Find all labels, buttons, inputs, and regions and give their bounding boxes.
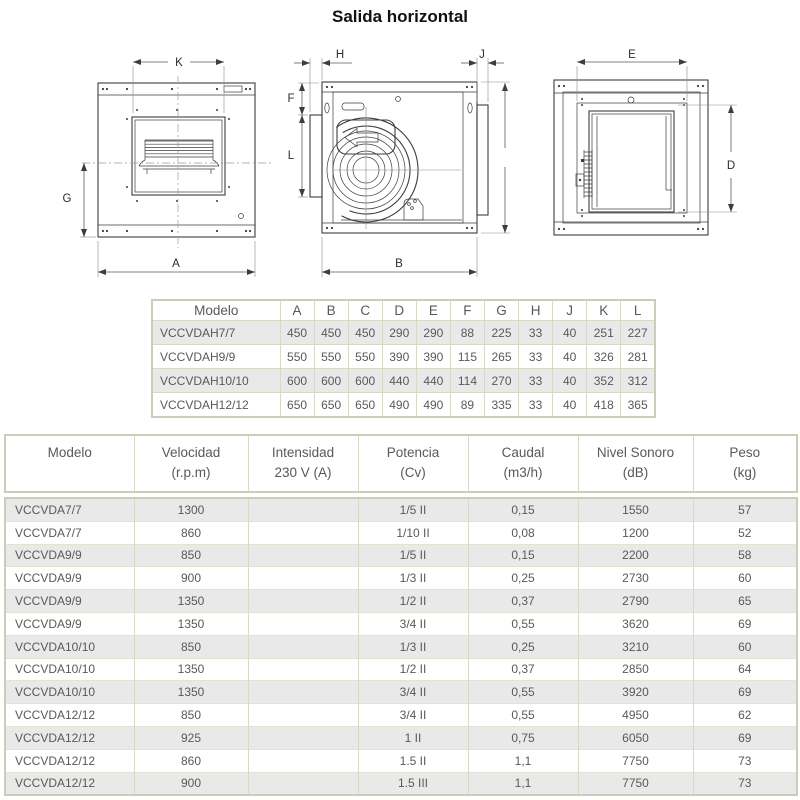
column-header-caudal: Caudal (m3/h) [468,435,578,492]
table-cell: 850 [134,704,248,727]
table-cell: 290 [382,321,416,345]
table-cell: 265 [484,345,518,369]
table-cell: 3/4 II [358,681,468,704]
outlet-duct [310,115,322,197]
table-cell: 33 [519,321,553,345]
table-cell: 860 [134,521,248,544]
table-cell: VCCVDA9/9 [5,590,134,613]
column-header: J [553,300,587,321]
table-cell: 1/3 II [358,567,468,590]
table-cell: 1550 [578,498,693,521]
table-cell: 390 [382,345,416,369]
table-cell: 7750 [578,749,693,772]
column-header: Modelo [152,300,280,321]
table-cell: 6050 [578,726,693,749]
dimensions-table-section [151,299,656,418]
table-row [5,521,797,544]
column-header: K [587,300,621,321]
table-cell: VCCVDA7/7 [5,521,134,544]
dimension-label-l: L [287,150,295,162]
drain-hole [239,214,244,219]
table-cell: VCCVDAH9/9 [152,345,280,369]
column-header: F [450,300,484,321]
table-cell: 3/4 II [358,704,468,727]
table-cell: 1350 [134,681,248,704]
table-cell: 550 [280,345,314,369]
column-header-modelo: Modelo [47,445,92,460]
front-view-drawing [63,57,272,277]
fan-wheel-louvers [139,140,219,174]
spec-table-header-section [4,434,798,493]
table-cell: 114 [450,369,484,393]
dimension-label-j: J [479,49,485,61]
spec-table [4,497,798,796]
table-cell [248,681,358,704]
rivet-dots [326,86,473,229]
spec-table-rows [5,498,797,795]
table-cell: 33 [519,393,553,418]
table-cell: 1,1 [468,772,578,795]
table-cell: 73 [693,749,797,772]
table-cell: 69 [693,726,797,749]
table-cell: 227 [621,321,655,345]
table-cell: 900 [134,567,248,590]
table-row [152,321,655,345]
table-cell: 251 [587,321,621,345]
table-cell: 1/5 II [358,544,468,567]
spec-table-header [4,434,798,493]
rear-view-drawing [554,49,737,235]
table-cell: 69 [693,612,797,635]
table-row [5,681,797,704]
table-cell: 418 [587,393,621,418]
table-cell: 650 [314,393,348,418]
hinge-detail [576,150,592,198]
table-cell: 290 [416,321,450,345]
table-cell: 73 [693,772,797,795]
column-header: B [314,300,348,321]
table-cell: 60 [693,635,797,658]
table-cell: 1,1 [468,749,578,772]
table-cell: 850 [134,635,248,658]
table-cell: 60 [693,567,797,590]
table-cell: VCCVDA9/9 [5,612,134,635]
table-cell: 3920 [578,681,693,704]
table-cell: 860 [134,749,248,772]
table-cell: 1/2 II [358,658,468,681]
table-cell: 650 [348,393,382,418]
table-cell: 1200 [578,521,693,544]
table-cell: VCCVDAH7/7 [152,321,280,345]
column-header-potencia: Potencia (Cv) [358,435,468,492]
table-cell [248,772,358,795]
rivet-dots [102,88,251,232]
table-cell: 1350 [134,658,248,681]
table-cell: VCCVDA10/10 [5,635,134,658]
table-cell [248,521,358,544]
table-cell: 1/2 II [358,590,468,613]
table-row [5,726,797,749]
table-cell: 40 [553,345,587,369]
table-cell: VCCVDA10/10 [5,658,134,681]
column-header: L [621,300,655,321]
column-header: A [280,300,314,321]
column-header-intensidad: Intensidad 230 V (A) [248,435,358,492]
table-cell: 1350 [134,612,248,635]
table-cell: 390 [416,345,450,369]
table-cell: 1 II [358,726,468,749]
table-cell: 0,25 [468,567,578,590]
dimension-label-k: K [175,57,183,69]
table-cell: 40 [553,321,587,345]
table-cell: 650 [280,393,314,418]
table-cell [248,704,358,727]
table-cell: 225 [484,321,518,345]
dimension-label-h: H [335,49,345,61]
table-cell: 1.5 II [358,749,468,772]
table-cell: 1300 [134,498,248,521]
table-row [5,612,797,635]
table-cell: 490 [382,393,416,418]
table-cell: 0,55 [468,612,578,635]
dimension-label-d: D [726,160,736,172]
table-cell: 65 [693,590,797,613]
column-header: C [348,300,382,321]
table-cell: 2850 [578,658,693,681]
table-cell [248,590,358,613]
table-cell: 33 [519,369,553,393]
nameplate [224,86,242,92]
table-cell [248,658,358,681]
table-cell: 3/4 II [358,612,468,635]
table-cell: 550 [348,345,382,369]
table-cell: 450 [314,321,348,345]
table-cell: 550 [314,345,348,369]
table-cell: 7750 [578,772,693,795]
table-cell: 57 [693,498,797,521]
table-cell: 600 [348,369,382,393]
table-row [152,300,655,321]
table-cell: 0,15 [468,498,578,521]
table-cell: 2200 [578,544,693,567]
table-cell: 440 [416,369,450,393]
table-cell: 1/5 II [358,498,468,521]
table-cell: 4950 [578,704,693,727]
table-row [152,369,655,393]
table-cell: 0,15 [468,544,578,567]
table-cell: VCCVDA12/12 [5,726,134,749]
table-cell: 1.5 III [358,772,468,795]
table-cell: 0,25 [468,635,578,658]
table-cell: 40 [553,393,587,418]
table-cell: VCCVDAH12/12 [152,393,280,418]
page-title: Salida horizontal [331,7,469,26]
side-view-drawing [287,49,510,277]
dimensions-table [151,299,656,418]
table-cell: 69 [693,681,797,704]
table-cell: 365 [621,393,655,418]
table-row [152,393,655,418]
table-cell: 0,55 [468,704,578,727]
table-cell: 1350 [134,590,248,613]
table-cell: 270 [484,369,518,393]
dimension-label-e: E [628,49,636,61]
table-cell: 925 [134,726,248,749]
table-cell [248,567,358,590]
table-row [5,658,797,681]
column-header: G [484,300,518,321]
column-header: H [519,300,553,321]
table-row [5,498,797,521]
table-row [5,567,797,590]
table-cell: 62 [693,704,797,727]
column-header: E [416,300,450,321]
table-row [5,772,797,795]
table-cell: 0,75 [468,726,578,749]
dimensions-table-header [152,300,655,321]
spec-table-body-section [4,497,798,796]
table-cell: 450 [280,321,314,345]
dimension-label-f: F [287,93,295,105]
table-cell: 33 [519,345,553,369]
table-cell: 900 [134,772,248,795]
table-cell: 0,37 [468,590,578,613]
table-cell: 58 [693,544,797,567]
column-header-peso: Peso (kg) [693,435,797,492]
table-cell: VCCVDA9/9 [5,567,134,590]
table-cell: 600 [314,369,348,393]
table-row [5,635,797,658]
table-cell: 335 [484,393,518,418]
table-cell [248,635,358,658]
table-cell: 312 [621,369,655,393]
table-cell: 115 [450,345,484,369]
table-cell: 1/3 II [358,635,468,658]
table-cell: 281 [621,345,655,369]
table-cell: 89 [450,393,484,418]
table-cell: 3620 [578,612,693,635]
table-cell: 0,37 [468,658,578,681]
spec-header-row [5,435,797,492]
column-header: D [382,300,416,321]
table-row [5,544,797,567]
table-cell [248,726,358,749]
table-cell: 88 [450,321,484,345]
table-cell: 2790 [578,590,693,613]
dimension-label-b: B [395,258,403,270]
table-cell: 0,08 [468,521,578,544]
table-cell: 3210 [578,635,693,658]
table-cell: 600 [280,369,314,393]
table-cell: 850 [134,544,248,567]
table-cell: VCCVDA9/9 [5,544,134,567]
table-row [5,590,797,613]
table-cell [248,612,358,635]
table-cell: VCCVDA12/12 [5,749,134,772]
table-cell: 2730 [578,567,693,590]
table-cell: 440 [382,369,416,393]
table-row [152,345,655,369]
table-cell: 40 [553,369,587,393]
column-header-velocidad: Velocidad (r.p.m) [134,435,248,492]
table-row [5,704,797,727]
table-cell: VCCVDA12/12 [5,704,134,727]
technical-drawings [0,30,800,288]
table-cell: VCCVDA10/10 [5,681,134,704]
table-cell [248,749,358,772]
nameplate [342,103,364,110]
rear-flange [477,105,488,215]
table-cell: 352 [587,369,621,393]
rivet-dots [558,85,704,230]
dimension-label-a: A [172,258,180,270]
table-cell [248,498,358,521]
table-cell: 1/10 II [358,521,468,544]
table-cell: 0,55 [468,681,578,704]
table-cell: 64 [693,658,797,681]
column-header-nivel-sonoro: Nivel Sonoro (dB) [578,435,693,492]
table-cell: VCCVDA7/7 [5,498,134,521]
table-cell [248,544,358,567]
table-row [5,749,797,772]
table-cell: 490 [416,393,450,418]
dimensions-table-body [152,321,655,418]
table-cell: 450 [348,321,382,345]
table-cell: VCCVDA12/12 [5,772,134,795]
table-cell: 326 [587,345,621,369]
table-cell: VCCVDAH10/10 [152,369,280,393]
table-cell: 52 [693,521,797,544]
dimension-label-g: G [62,193,72,205]
